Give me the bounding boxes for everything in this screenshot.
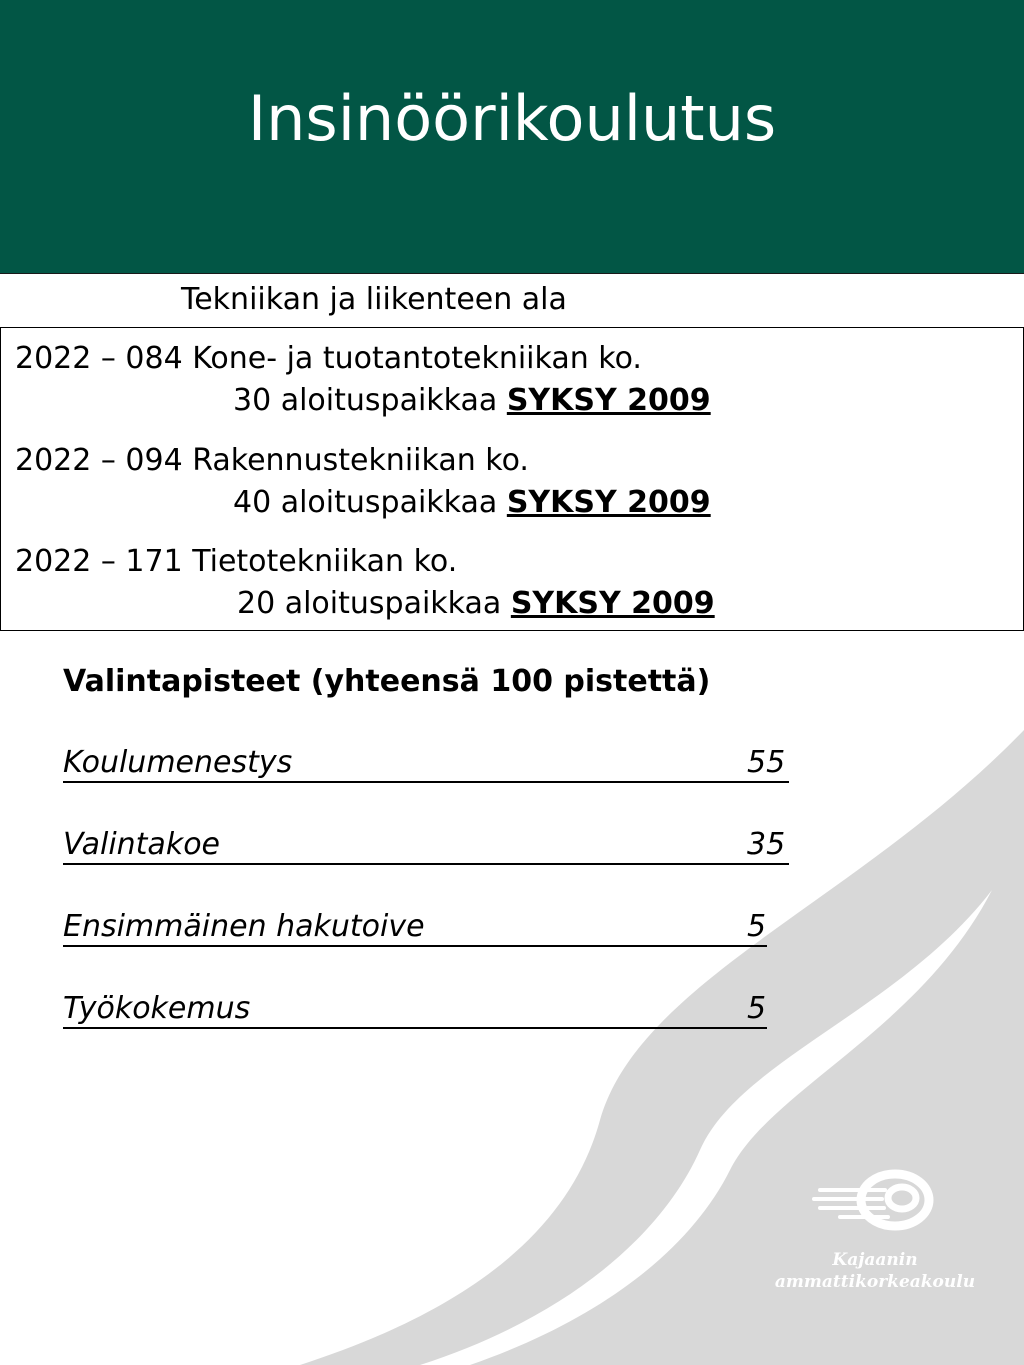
logo-text-line1: Kajaanin (832, 1250, 918, 1270)
program-season: SYKSY 2009 (506, 485, 711, 520)
program-item (15, 338, 711, 422)
program-season: SYKSY 2009 (510, 586, 715, 621)
point-value: 5 (747, 909, 767, 944)
point-label: Koulumenestys (63, 745, 293, 780)
points-heading: Valintapisteet (yhteensä 100 pistettä) (63, 664, 711, 699)
program-places: 20 aloituspaikkaa (237, 586, 502, 621)
point-value: 35 (747, 827, 786, 862)
title-banner (0, 0, 1024, 274)
point-row (63, 745, 789, 783)
point-label: Ensimmäinen hakutoive (63, 909, 425, 944)
point-label: Työkokemus (63, 991, 251, 1026)
program-season: SYKSY 2009 (506, 383, 711, 418)
logo-text-line2: ammattikorkeakoulu (774, 1272, 976, 1292)
program-places: 40 aloituspaikkaa (233, 485, 498, 520)
program-code: 2022 – 084 Kone- ja tuotantotekniikan ko. (15, 341, 642, 376)
point-row (63, 827, 789, 865)
subtitle: Tekniikan ja liikenteen ala (181, 282, 567, 317)
point-label: Valintakoe (63, 827, 221, 862)
programs-box (0, 327, 1024, 631)
program-code: 2022 – 094 Rakennustekniikan ko. (15, 443, 529, 478)
point-value: 55 (747, 745, 786, 780)
point-row (63, 909, 767, 947)
page-title: Insinöörikoulutus (247, 82, 777, 155)
point-row (63, 991, 767, 1029)
program-code: 2022 – 171 Tietotekniikan ko. (15, 544, 458, 579)
kamk-logo (770, 1158, 980, 1298)
program-places: 30 aloituspaikkaa (233, 383, 498, 418)
point-value: 5 (747, 991, 767, 1026)
points-section (63, 660, 786, 1026)
program-item (15, 440, 711, 524)
program-item (15, 541, 715, 625)
kamk-logo-icon (770, 1158, 980, 1248)
